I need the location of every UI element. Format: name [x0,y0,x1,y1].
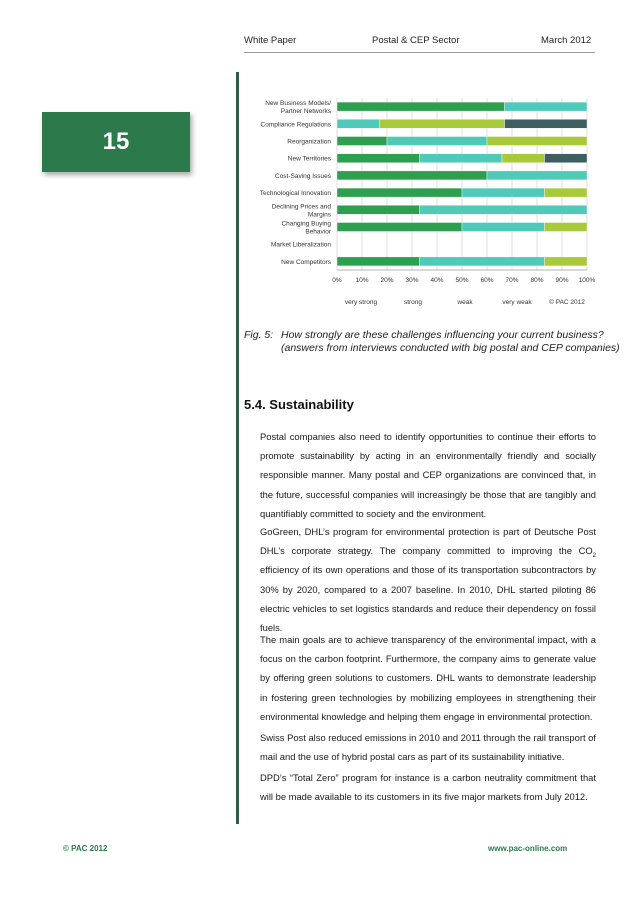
bar-segment [545,223,588,232]
x-tick-label: 80% [530,277,544,284]
paragraph-gogreen [260,522,596,637]
category-label: Margins [307,211,331,219]
header-sector: Postal & CEP Sector [372,35,460,46]
paragraph-dpd: DPD’s “Total Zero” program for instance is a carbon neutrality commitment that will be made available to its customers in its five major markets from July 2012. [260,772,596,803]
x-tick-label: 50% [455,277,469,284]
page-number-badge [42,112,190,172]
bar-segment [337,171,487,180]
bar-segment [337,119,380,128]
category-label: Partner Networks [280,108,331,116]
x-tick-label: 100% [578,277,595,284]
legend-item: very strong [344,299,378,306]
category-label: Compliance Regulations [260,121,331,129]
bar-segment [545,188,588,197]
paragraph-dhl-goals: The main goals are to achieve transparency of the environmental impact, with a focus on the carbon footprint. Furthermore, the company aims to generate value by offering green solutions to customers. DHL wants to demonstrate leadership in fostering green technologies by mobilizing employees in strengthening their environmental knowledge and helping them engage in environmental protection. [260,634,596,722]
bar-segment [505,119,588,128]
header-date: March 2012 [541,35,592,46]
chart-copyright: © PAC 2012 [549,299,585,306]
paragraph-gogreen-part-2: efficiency of its own operations and those of its transportation subcontractors by 30% by 2020, compared to a 2007 baseline. In 2010, DHL started piloting 86 electric vehicles to set logistics standards and reduce their dependency on fossil fuels. [260,564,596,634]
legend-item: weak [457,299,473,306]
bar-segment [420,257,545,266]
category-label: Behavior [305,228,331,236]
bar-segment [545,257,588,266]
figure-caption-line-1: How strongly are these challenges influencing your current business? [281,329,604,341]
legend-item: strong [403,299,423,306]
x-tick-label: 40% [430,277,444,284]
bar-segment [545,154,588,163]
bar-segment [337,154,420,163]
bar-segment [387,137,487,146]
category-label: New Business Models/ [265,100,331,108]
x-tick-label: 0% [332,277,342,284]
bar-segment [337,205,420,214]
category-label: Technological Innovation [259,190,331,198]
page-number: 15 [102,128,130,155]
bar-segment [487,137,587,146]
x-tick-label: 30% [405,277,419,284]
footer-website: www.pac-online.com [488,844,568,853]
bar-segment [505,102,588,111]
figure-caption-line-2: (answers from interviews conducted with big postal and CEP companies) [281,342,620,354]
category-label: New Territories [287,155,331,163]
category-label: Market Liberalization [271,241,331,249]
category-label: New Competitors [281,258,331,266]
bar-segment [337,137,387,146]
co2-subscript: 2 [592,553,596,560]
bar-segment [380,119,505,128]
bar-segment [420,154,503,163]
paragraph-gogreen-part-1: GoGreen, DHL’s program for environmental protection is part of Deutsche Post DHL’s corporate strategy. The company committed to improving the CO [260,526,596,557]
footer-copyright: © PAC 2012 [63,844,108,853]
bar-segment [462,223,545,232]
x-tick-label: 60% [480,277,494,284]
bar-segment [462,188,545,197]
bar-segment [420,205,588,214]
challenges-bar-chart [245,92,595,310]
left-accent-bar [236,72,239,824]
category-label: Cost-Saving Issues [275,172,331,180]
bar-segment [502,154,545,163]
x-tick-label: 20% [380,277,394,284]
category-label: Changing Buying [281,220,331,228]
figure-label: Fig. 5: [244,329,274,341]
bar-segment [337,102,505,111]
bar-segment [337,257,420,266]
category-label: Declining Prices and [271,203,331,211]
category-label: Reorganization [287,138,331,146]
x-tick-label: 70% [505,277,519,284]
legend-item: very weak [502,299,532,306]
x-tick-label: 10% [355,277,369,284]
paragraph-swiss-post: Swiss Post also reduced emissions in 2010 and 2011 through the rail transport of mail and the use of hybrid postal cars as part of its sustainability initiative. [260,732,596,763]
bar-segment [487,171,587,180]
x-tick-label: 90% [555,277,569,284]
section-title: 5.4. Sustainability [244,397,354,412]
paragraph-sustainability-intro: Postal companies also need to identify opportunities to continue their efforts to promote sustainability by acting in an environmentally friendly and socially responsible manner. Many postal and CEP organizations are convinced that, in the future, successful companies will increasingly be those that are tangibly and quantifiably committed to society and the environment. [260,431,596,519]
figure-caption [281,329,620,355]
header-rule [244,52,595,53]
bar-segment [337,188,462,197]
header-doc-type: White Paper [244,35,297,46]
bar-segment [337,223,462,232]
